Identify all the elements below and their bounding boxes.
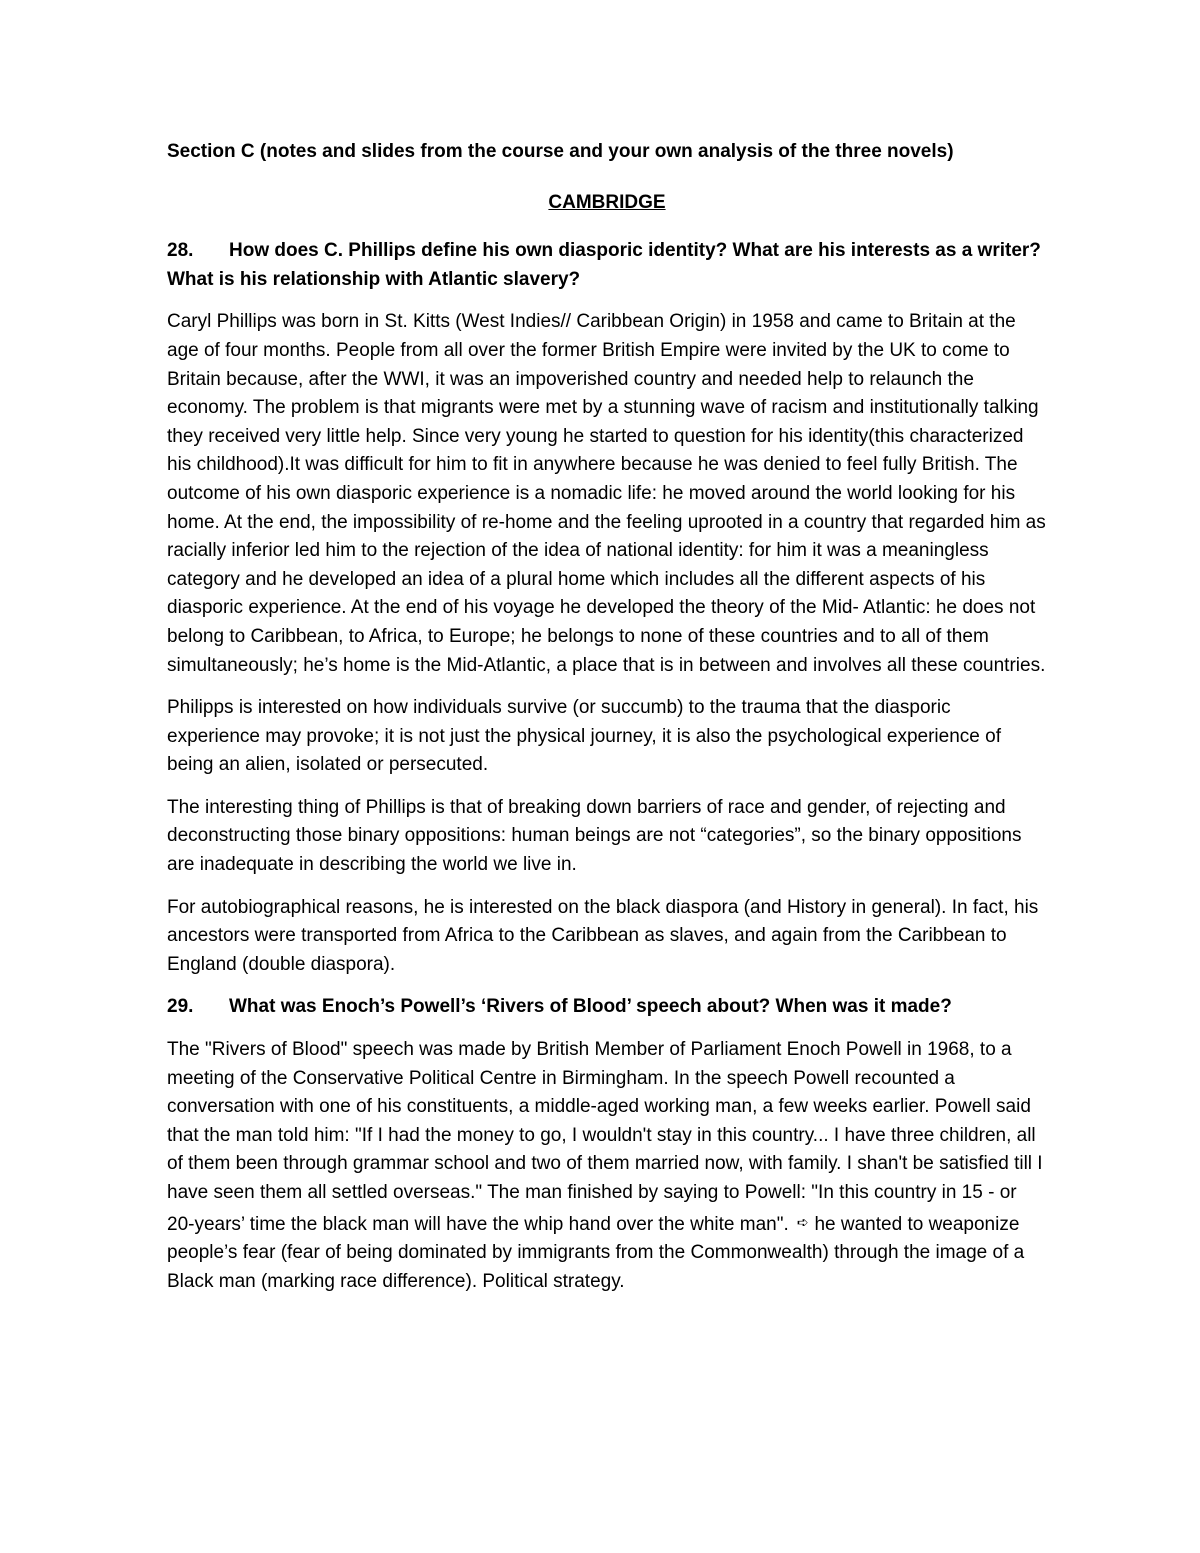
question-29 (167, 993, 1047, 1022)
question-28 (167, 237, 1047, 294)
paragraph-text-continued: he wanted to weaponize people’s fear (fear of being dominated by immigrants from the Commonwealth) through the image of a Black man (marking race difference). Political strategy. (167, 1213, 1025, 1292)
question-number: 28. (167, 240, 194, 262)
paragraph-phillips-interests: Philipps is interested on how individuals survive (or succumb) to the trauma that the diasporic experience may provoke; it is not just the physical journey, it is also the psychological experience of being an alien, isolated or persecuted. (167, 697, 1001, 776)
paragraph-black-diaspora: For autobiographical reasons, he is interested on the black diaspora (and History in general). In fact, his ancestors were transported from Africa to the Caribbean as slaves, and again from the Caribbean to England (double diaspora). (167, 896, 1039, 975)
question-number: 29. (167, 996, 194, 1018)
document-page (167, 138, 1047, 1310)
paragraph-rivers-of-blood (167, 1036, 1047, 1296)
paragraph-text: The "Rivers of Blood" speech was made by British Member of Parliament Enoch Powell in 1968, to a meeting of the Conservative Political Centre in Birmingham. In the speech Powell recounted a conversation with one of his constituents, a middle-aged working man, a few weeks earlier. Powell said that the man told him: "If I had the money to go, I wouldn't stay in this country... I have three children, all of them been through grammar school and two of them married now, with family. I shan't be satisfied till I have seen them all settled overseas." The man finished by saying to Powell: "In this country in 15 - or 20-years’ time the black man will have the whip hand over the white man". (167, 1039, 1043, 1235)
arrow-icon: ➪ (796, 1213, 809, 1230)
section-heading: Section C (notes and slides from the course and your own analysis of the three novels) (167, 141, 954, 162)
question-text: How does C. Phillips define his own diasporic identity? What are his interests as a writer? What is his relationship with Atlantic slavery? (167, 240, 1041, 290)
center-title: CAMBRIDGE (548, 191, 666, 213)
question-text: What was Enoch’s Powell’s ‘Rivers of Blood’ speech about? When was it made? (229, 996, 952, 1018)
paragraph-phillips-identity: Caryl Phillips was born in St. Kitts (West Indies// Caribbean Origin) in 1958 and came to Britain at the age of four months. People from all over the former British Empire were invited by the UK to come to Britain because, after the WWI, it was an impoverished country and needed help to relaunch the economy. The problem is that migrants were met by a stunning wave of racism and institutionally talking they received very little help. Since very young he started to question for his identity(this characterized his childhood).It was difficult for him to fit in anywhere because he was denied to feel fully British. The outcome of his own diasporic experience is a nomadic life: he moved around the world looking for his home. At the end, the impossibility of re-home and the feeling uprooted in a country that regarded him as racially inferior led him to the rejection of the idea of national identity: for him it was a meaningless category and he developed an idea of a plural home which includes all the different aspects of his diasporic experience. At the end of his voyage he developed the theory of the Mid- Atlantic: he does not belong to Caribbean, to Africa, to Europe; he belongs to none of these countries and to all of them simultaneously; he’s home is the Mid-Atlantic, a place that is in between and involves all these countries. (167, 311, 1046, 676)
paragraph-binary-oppositions: The interesting thing of Phillips is that of breaking down barriers of race and gender, of rejecting and deconstructing those binary oppositions: human beings are not “categories”, so the binary oppositions are inadequate in describing the world we live in. (167, 796, 1022, 876)
